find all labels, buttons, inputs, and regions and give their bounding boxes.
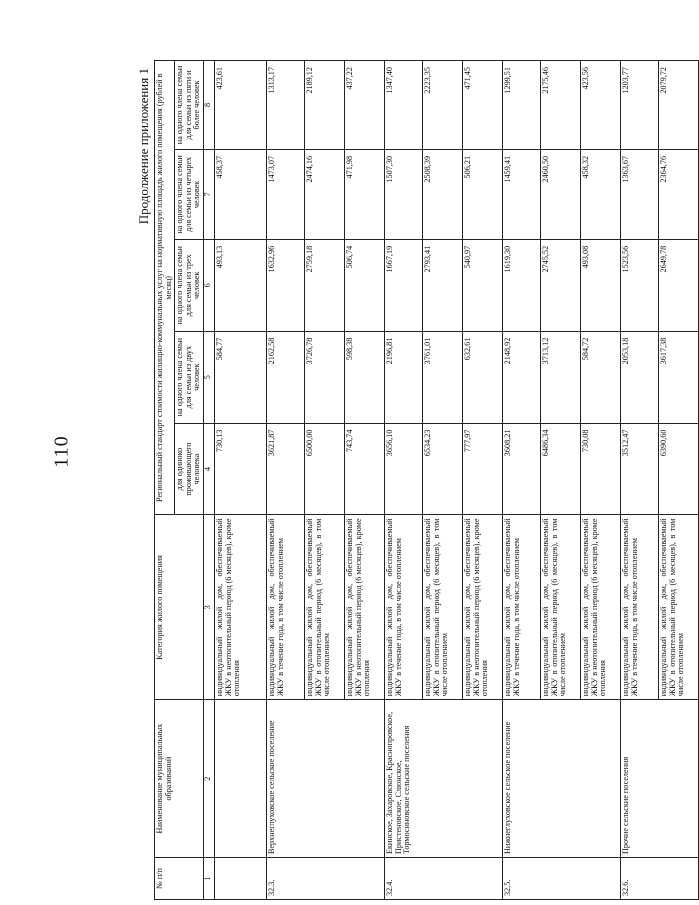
value-single: 6534,23 xyxy=(423,423,463,515)
header-sub-2: на одного члена семьи для семьи из двух человек xyxy=(175,331,204,423)
value-five: 423,56 xyxy=(581,61,621,150)
table-row xyxy=(215,61,267,900)
value-three: 1667,19 xyxy=(385,239,423,331)
row-category: индивидуальный жилой дом, обеспечиваемый ЖКУ в течение года, в том числе отоплением xyxy=(385,515,423,700)
appendix-title: Продолжение приложения 1 xyxy=(136,68,151,225)
header-sub-1: для одиноко проживающего человека xyxy=(175,423,204,515)
value-four: 458,37 xyxy=(215,149,267,239)
value-single: 6500,00 xyxy=(305,423,345,515)
row-name: Екинское, Захаровское, Краснопровское, Пристеновское, Слюнское, Тормосиновское сельские поселения xyxy=(385,700,503,858)
value-two: 2162,58 xyxy=(267,331,305,423)
row-category: индивидуальный жилой дом, обеспечиваемый ЖКУ в неотопительный период (6 месяцев), кроме отопления xyxy=(581,515,621,700)
value-three: 1619,30 xyxy=(503,239,541,331)
value-two: 584,77 xyxy=(215,331,267,423)
value-single: 743,74 xyxy=(345,423,385,515)
value-four: 2364,76 xyxy=(659,149,699,239)
value-single: 730,08 xyxy=(581,423,621,515)
header-sub-4: на одного члена семьи для семьи из четырех человек xyxy=(175,149,204,239)
row-category: индивидуальный жилой дом, обеспечиваемый ЖКУ в течение года, в том числе отоплением xyxy=(267,515,305,700)
value-single: 730,13 xyxy=(215,423,267,515)
value-two: 2148,92 xyxy=(503,331,541,423)
value-four: 471,98 xyxy=(345,149,385,239)
row-name: Верхнеглуховское сельское поселение xyxy=(267,700,385,858)
value-five: 1299,51 xyxy=(503,61,541,150)
value-five: 437,22 xyxy=(345,61,385,150)
value-five: 1313,17 xyxy=(267,61,305,150)
value-five: 423,61 xyxy=(215,61,267,150)
value-single: 6390,60 xyxy=(659,423,699,515)
value-three: 506,74 xyxy=(345,239,385,331)
row-no: 32.3. xyxy=(267,858,385,900)
value-four: 1473,07 xyxy=(267,149,305,239)
value-two: 2053,18 xyxy=(621,331,659,423)
row-name: Прочие сельские поселения xyxy=(621,700,699,858)
value-single: 3621,87 xyxy=(267,423,305,515)
value-three: 2759,18 xyxy=(305,239,345,331)
value-three: 540,97 xyxy=(463,239,503,331)
col-number: 6 xyxy=(204,239,215,331)
header-sub-3: на одного члена семьи для семьи из трех человек xyxy=(175,239,204,331)
value-five: 2175,46 xyxy=(541,61,581,150)
header-sub-5: на одного члена семьи для семьи из пяти и более человек xyxy=(175,61,204,150)
value-single: 3512,47 xyxy=(621,423,659,515)
row-name xyxy=(215,700,267,858)
col-number: 2 xyxy=(204,700,215,858)
tariff-table xyxy=(154,60,699,900)
value-five: 1347,40 xyxy=(385,61,423,150)
value-five: 2223,35 xyxy=(423,61,463,150)
value-two: 3617,38 xyxy=(659,331,699,423)
value-two: 2196,81 xyxy=(385,331,423,423)
value-two: 3726,78 xyxy=(305,331,345,423)
value-two: 632,61 xyxy=(463,331,503,423)
table-row xyxy=(503,61,541,900)
value-four: 2508,39 xyxy=(423,149,463,239)
row-no: 32.4. xyxy=(385,858,503,900)
row-category: индивидуальный жилой дом, обеспечиваемый ЖКУ в течение года, в том числе отоплением xyxy=(503,515,541,700)
value-single: 777,97 xyxy=(463,423,503,515)
col-number: 7 xyxy=(204,149,215,239)
row-category: индивидуальный жилой дом, обеспечиваемый ЖКУ в отопительный период (6 месяцев), в том числе отоплением xyxy=(305,515,345,700)
row-category: индивидуальный жилой дом, обеспечиваемый ЖКУ в течение года, в том числе отоплением xyxy=(621,515,659,700)
value-four: 2460,50 xyxy=(541,149,581,239)
table-row xyxy=(621,61,659,900)
value-four: 1459,41 xyxy=(503,149,541,239)
value-four: 1363,67 xyxy=(621,149,659,239)
page-number: 110 xyxy=(50,435,73,468)
row-category: индивидуальный жилой дом, обеспечиваемый ЖКУ в неотопительный период (6 месяцев), кроме отопления xyxy=(463,515,503,700)
col-number: 8 xyxy=(204,61,215,150)
value-two: 3713,12 xyxy=(541,331,581,423)
value-five: 471,45 xyxy=(463,61,503,150)
table-row xyxy=(385,61,423,900)
value-three: 1632,96 xyxy=(267,239,305,331)
header-name: Наименование муниципальных образований xyxy=(155,700,204,858)
value-four: 1507,30 xyxy=(385,149,423,239)
header-standard: Региональный стандарт стоимости жилищно-коммунальных услуг на нормативную площадь жилого помещения (рублей в месяц) xyxy=(155,61,175,516)
column-number-row xyxy=(204,61,215,900)
value-four: 506,21 xyxy=(463,149,503,239)
row-category: индивидуальный жилой дом, обеспечиваемый ЖКУ в неотопительный период (6 месяцев), кроме отопления xyxy=(345,515,385,700)
row-no: 32.6. xyxy=(621,858,699,900)
row-name: Нижнеглуховское сельское поселение xyxy=(503,700,621,858)
header-category: Категория жилого помещения xyxy=(155,515,204,700)
col-number: 5 xyxy=(204,331,215,423)
col-number: 1 xyxy=(204,858,215,900)
value-two: 598,38 xyxy=(345,331,385,423)
value-single: 3608,21 xyxy=(503,423,541,515)
row-category: индивидуальный жилой дом, обеспечиваемый ЖКУ в неотопительный период (6 месяцев), кроме отопления xyxy=(215,515,267,700)
row-category: индивидуальный жилой дом, обеспечиваемый ЖКУ в отопительный период (6 месяцев), в том числе отоплением xyxy=(659,515,699,700)
header-no: № п/п xyxy=(155,858,204,900)
value-two: 3761,01 xyxy=(423,331,463,423)
value-three: 2793,41 xyxy=(423,239,463,331)
value-single: 6486,34 xyxy=(541,423,581,515)
value-three: 493,08 xyxy=(581,239,621,331)
value-four: 458,32 xyxy=(581,149,621,239)
col-number: 4 xyxy=(204,423,215,515)
value-five: 2079,72 xyxy=(659,61,699,150)
value-three: 2745,52 xyxy=(541,239,581,331)
table-row xyxy=(267,61,305,900)
value-single: 3656,10 xyxy=(385,423,423,515)
value-two: 584,72 xyxy=(581,331,621,423)
value-three: 2649,78 xyxy=(659,239,699,331)
value-three: 1523,56 xyxy=(621,239,659,331)
rotated-page-content xyxy=(136,60,686,900)
row-no xyxy=(215,858,267,900)
row-category: индивидуальный жилой дом, обеспечиваемый ЖКУ в отопительный период (6 месяцев), в том числе отоплением xyxy=(423,515,463,700)
col-number: 3 xyxy=(204,515,215,700)
value-five: 2189,12 xyxy=(305,61,345,150)
row-category: индивидуальный жилой дом, обеспечиваемый ЖКУ в отопительный период (6 месяцев), в том числе отоплением xyxy=(541,515,581,700)
value-four: 2474,16 xyxy=(305,149,345,239)
row-no: 32.5. xyxy=(503,858,621,900)
value-three: 493,13 xyxy=(215,239,267,331)
value-five: 1203,77 xyxy=(621,61,659,150)
